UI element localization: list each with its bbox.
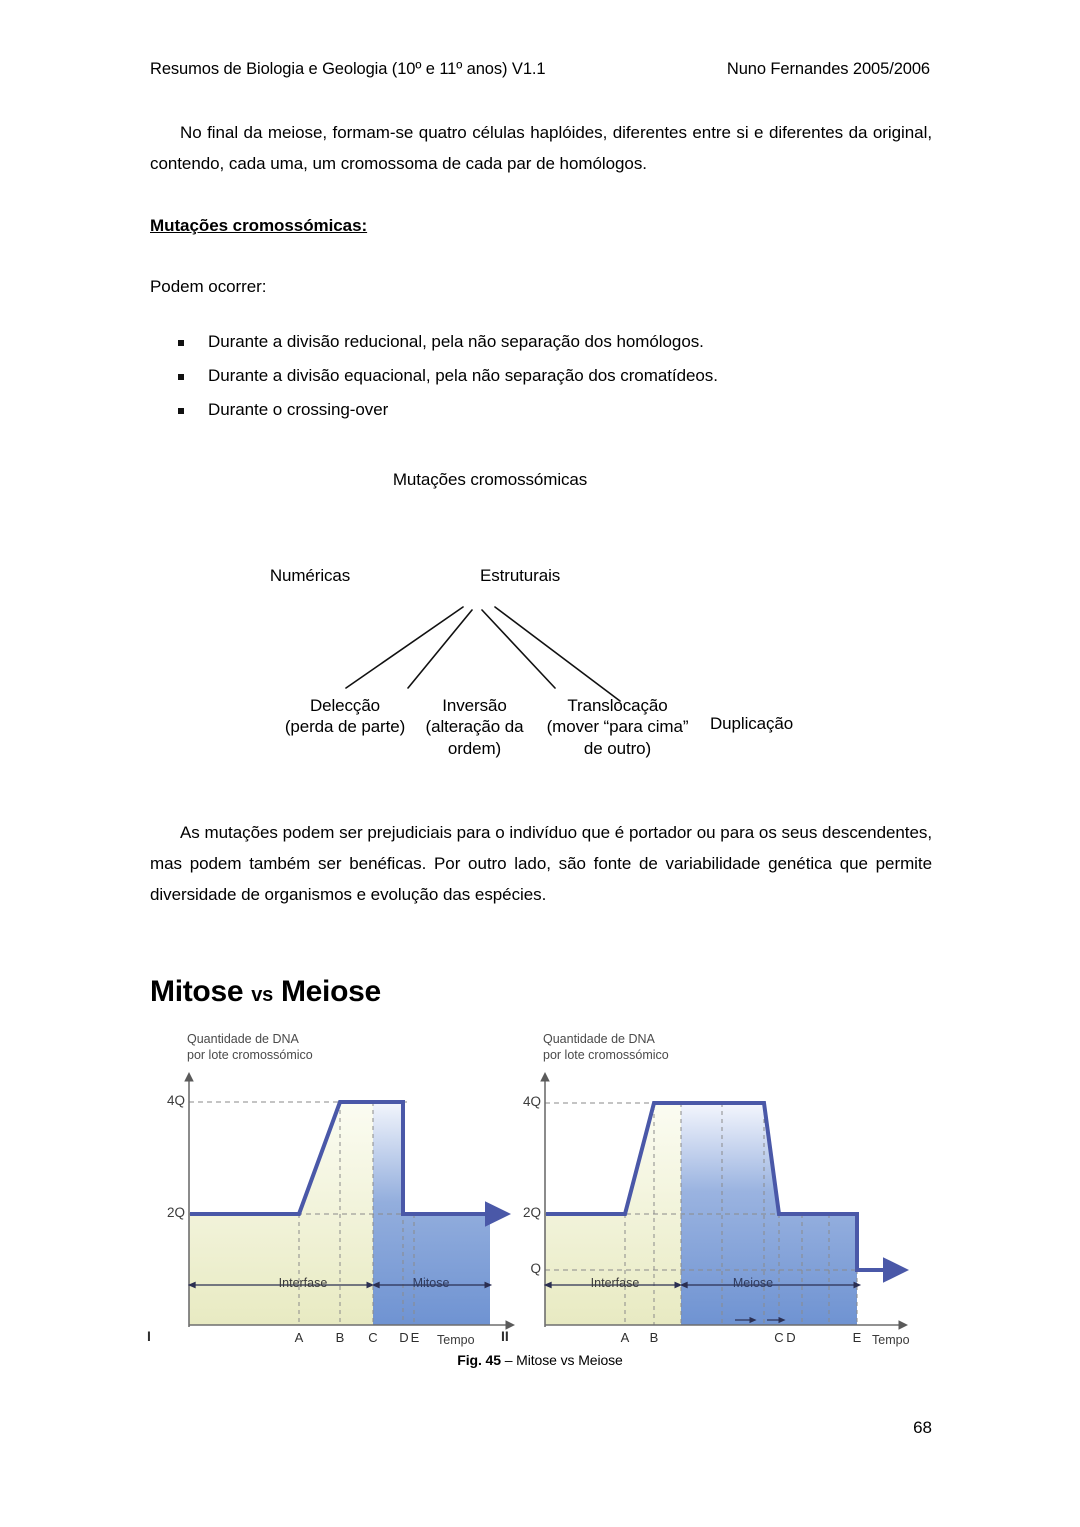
diagram-leaf-translocacao-detail: (mover “para cima” de outro) [546,717,689,758]
chart-II-xtick-A: A [620,1330,630,1345]
document-content [150,118,932,427]
header-author-right: Nuno Fernandes 2005/2006 [726,60,930,78]
chart-II-ytick-Q: Q [530,1261,541,1276]
bullet-square-icon [178,374,184,380]
spacer [150,180,932,216]
diagram-leaf-translocacao [545,695,690,759]
page-header [150,60,930,79]
chart-II-xtick-C: C [774,1330,784,1345]
chart-I-ytick-4Q: 4Q [166,1093,185,1108]
chart-I-xtick-C: C [368,1330,378,1345]
chart-II-axis-title [543,1032,669,1063]
chart-II-phase-label-meiose: Meiose [732,1276,774,1290]
chart-I-xtick-A: A [294,1330,304,1345]
chart-I-axis-title-line2: por lote cromossómico [187,1047,313,1062]
list-item [150,325,932,359]
connector-estruturais-to-translocacao [482,610,555,688]
diagram-leaf-inversao-detail: (alteração da ordem) [425,717,524,758]
spacer [150,303,932,325]
connector-estruturais-to-inversao [408,610,472,688]
chart-I-axis-title-line1: Quantidade de DNA [187,1032,299,1046]
diagram-branch-numericas: Numéricas [269,566,351,585]
chart-I-xlabel: Tempo [437,1333,475,1347]
chart-II-ytick-4Q: 4Q [522,1094,541,1109]
paragraph-podem-ocorrer: Podem ocorrer: [150,276,267,296]
chart-I-ytick-2Q: 2Q [166,1205,185,1220]
list-item-label: Durante a divisão equacional, pela não separação dos cromatídeos. [208,365,718,385]
section-heading-mutacoes: Mutações cromossómicas: [150,215,368,235]
list-item-label: Durante o crossing-over [208,399,389,419]
chart-II-panel-label: II [501,1328,509,1344]
diagram-leaf-inversao-title: Inversão [442,696,507,715]
paragraph-mutacoes-efeitos: As mutações podem ser prejudiciais para o indivíduo que é portador ou para os seus descendentes, mas podem também ser benéficas. Por outro lado, são fonte de variabilidade genética que permite diversidade de organismos e evolução das espécies. [150,823,932,904]
diagram-leaf-inversao [412,695,537,759]
chart-II-ytick-2Q: 2Q [522,1205,541,1220]
chart-I-phase-label-mitose: Mitose [412,1276,450,1290]
chart-I-xtick-D: D [399,1330,409,1345]
list-item [150,393,932,427]
paragraph-meiose: No final da meiose, formam-se quatro células haplóides, diferentes entre si e diferentes da original, contendo, cada uma, um cromossoma de cada par de homólogos. [150,123,932,173]
list-item [150,359,932,393]
diagram-leaf-deleccao [255,695,435,738]
chart-I-xtick-E: E [410,1330,420,1345]
diagram-branch-estruturais: Estruturais [480,566,561,585]
chart-II-phase-label-interfase: Interfase [590,1276,640,1290]
chart-II-xlabel: Tempo [872,1333,910,1347]
chart-II-axis-title-line2: por lote cromossómico [543,1047,669,1062]
list-item-label: Durante a divisão reducional, pela não separação dos homólogos. [208,331,704,351]
chart-I-panel-label: I [147,1328,151,1344]
diagram-leaf-deleccao-detail: (perda de parte) [284,717,406,737]
paragraph-mutacoes-container [150,818,932,911]
diagram-leaf-translocacao-title: Translocação [567,696,668,715]
connector-estruturais-to-deleccao [346,607,463,688]
chart-I-axis-title [187,1032,313,1063]
spacer [150,236,932,272]
bullet-list-mutacoes [150,325,932,427]
diagram-leaf-duplicacao: Duplicação [710,714,794,733]
diagram-leaf-deleccao-title: Delecção [309,696,381,715]
chart-II-axis-title-line1: Quantidade de DNA [543,1032,655,1046]
chart-II-xtick-E: E [852,1330,862,1345]
header-title-left: Resumos de Biologia e Geologia (10º e 11º anos) V1.1 [150,60,546,78]
heading-mitose: Mitose [150,975,244,1008]
figure-45-charts [145,1030,945,1375]
page-title-mitose-vs-meiose [150,975,381,1009]
figure-caption-number: Fig. 45 [457,1352,501,1368]
figure-caption-text: – Mitose vs Meiose [500,1352,623,1368]
chart-I-phase-label-interfase: Interfase [278,1276,328,1290]
chart-II-xtick-D: D [786,1330,796,1345]
chart-II-xtick-B: B [649,1330,659,1345]
connector-estruturais-to-duplicacao [495,607,620,701]
chart-I-xtick-B: B [335,1330,345,1345]
page-number: 68 [913,1418,932,1437]
heading-meiose: Meiose [280,975,381,1008]
bullet-square-icon [178,408,184,414]
heading-vs: vs [251,984,273,1006]
mutacoes-hierarchy-diagram [150,455,940,785]
bullet-square-icon [178,340,184,346]
figure-caption [0,1352,1080,1368]
diagram-root-label: Mutações cromossómicas [392,470,588,489]
